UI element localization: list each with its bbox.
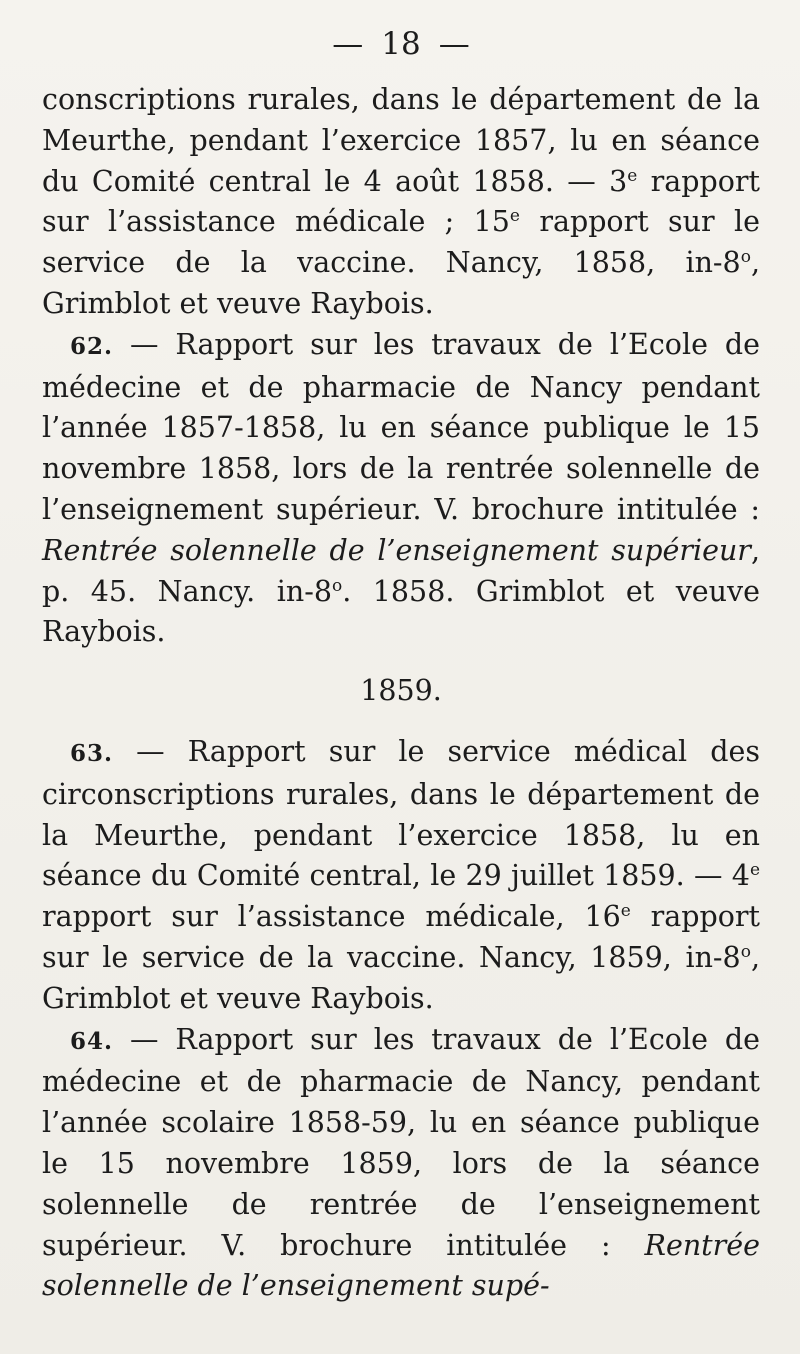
entry-63: 63. — Rapport sur le service médical des circonscriptions rurales, dans le département de la Meurthe, pendant l’exercice 1858, lu en séance du Comité central, le 29 juillet 1859. — 4e rapport sur l’assistance médicale, 16e rapport sur le service de la vaccine. Nancy, 1859, in-8$^o$, Grimblot et veuve Raybois. (42, 734, 760, 1015)
entry-continuation: conscriptions rurales, dans le département de la Meurthe, pendant l’exercice 1857, lu en séance du Comité central le 4 août 1858. — 3e rapport sur l’assistance médicale ; 15e rapport sur le service de la vaccine. Nancy, 1858, in-8$^o$, Grimblot et veuve Raybois. (42, 83, 760, 320)
italic-title: Rentrée solennelle de l’enseignement supérieur (42, 533, 751, 567)
page-number: 18 (381, 26, 421, 62)
section-year-heading: 1859. (360, 674, 442, 708)
entry-number: 62. (70, 332, 114, 360)
page-header: — 18 — (332, 26, 470, 62)
entry-number: 63. (70, 739, 114, 767)
entry-64: 64. — Rapport sur les travaux de l’Ecole de médecine et de pharmacie de Nancy, pendant l’année scolaire 1858-59, lu en séance publique le 15 novembre 1859, lors de la séance solennelle de rentrée de l’enseignement supérieur. V. brochure intitulée : Rentrée solennelle de l’enseignement supé- (42, 1022, 760, 1303)
italic-title: Rentrée solennelle de l’enseignement supé- (42, 1228, 760, 1303)
entry-number: 64. (70, 1027, 114, 1055)
entry-62: 62. — Rapport sur les travaux de l’Ecole de médecine et de pharmacie de Nancy pendant l’année 1857-1858, lu en séance publique le 15 novembre 1858, lors de la rentrée solennelle de l’enseignement supérieur. V. brochure intitulée : Rentrée solennelle de l’enseignement supérieur, p. 45. Nancy. in-8$^o$. 1858. Grimblot et veuve Raybois. (42, 327, 760, 649)
